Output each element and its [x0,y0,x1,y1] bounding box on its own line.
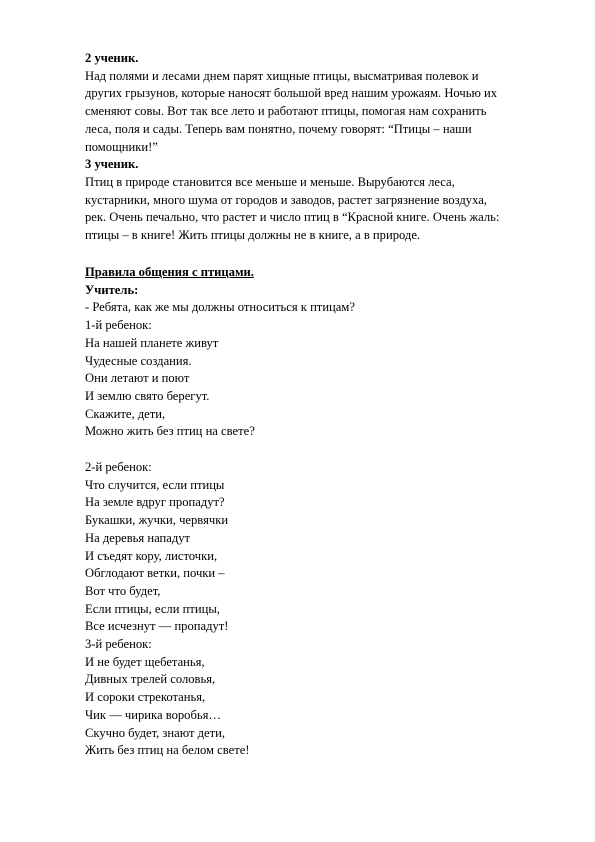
student3-heading: 3 ученик. [85,157,139,172]
student3-line: птицы – в книге! Жить птицы должны не в книге, а в природе. [85,228,421,243]
poem-line: Можно жить без птиц на свете? [85,424,255,439]
poem-line: Что случится, если птицы [85,477,225,492]
child3-section [85,636,535,760]
poem-line: На нашей планете живут [85,335,219,350]
poem-line: Они летают и поют [85,371,190,386]
student2-line: леса, поля и сады. Теперь вам понятно, почему говорят: “Птицы – наши [85,121,472,136]
student2-line: помощники!” [85,139,158,154]
student2-heading: 2 ученик. [85,51,139,65]
student3-line: кустарники, много шума от городов и заводов, растет загрязнение воздуха, [85,192,487,207]
poem-line: Дивных трелей соловья, [85,672,216,687]
child2-section [85,459,535,636]
rules-section [85,264,535,441]
teacher-question: - Ребята, как же мы должны относиться к птицам? [85,300,355,315]
child1-label: 1-й ребенок: [85,318,152,333]
poem-line: И землю свято берегут. [85,388,210,403]
child3-label: 3-й ребенок: [85,637,152,651]
poem-line: Скажите, дети, [85,406,166,421]
student3-line: Птиц в природе становится все меньше и меньше. Вырубаются леса, [85,174,455,189]
poem-line: И не будет щебетанья, [85,654,205,669]
child2-label: 2-й ребенок: [85,460,152,474]
poem-line: Вот что будет, [85,583,161,598]
poem-line: На земле вдруг пропадут? [85,495,225,510]
student3-line: рек. Очень печально, что растет и число птиц в “Красной книге. Очень жаль: [85,210,500,225]
poem-line: Жить без птиц на белом свете! [85,743,250,758]
poem-line: И сороки стрекотанья, [85,690,206,705]
student2-line: других грызунов, которые наносят большой вред нашим урожаям. Ночью их [85,86,498,101]
student2-line: сменяют совы. Вот так все лето и работают птицы, помогая нам сохранить [85,104,487,119]
student2-line: Над полями и лесами днем парят хищные птицы, высматривая полевок и [85,68,479,83]
teacher-label: Учитель: [85,282,139,297]
poem-line: И съедят кору, листочки, [85,548,218,563]
poem-line: Если птицы, если птицы, [85,601,220,616]
poem-line: Чик — чирика воробья… [85,707,221,722]
rules-heading: Правила общения с птицами. [85,265,254,279]
poem-line: Скучно будет, знают дети, [85,725,226,740]
poem-line: Чудесные создания. [85,353,192,368]
poem-line: Букашки, жучки, червячки [85,513,229,528]
student2-section [85,50,535,245]
poem-line: Обглодают ветки, почки – [85,566,225,581]
poem-line: На деревья нападут [85,530,191,545]
poem-line: Все исчезнут — пропадут! [85,619,229,634]
